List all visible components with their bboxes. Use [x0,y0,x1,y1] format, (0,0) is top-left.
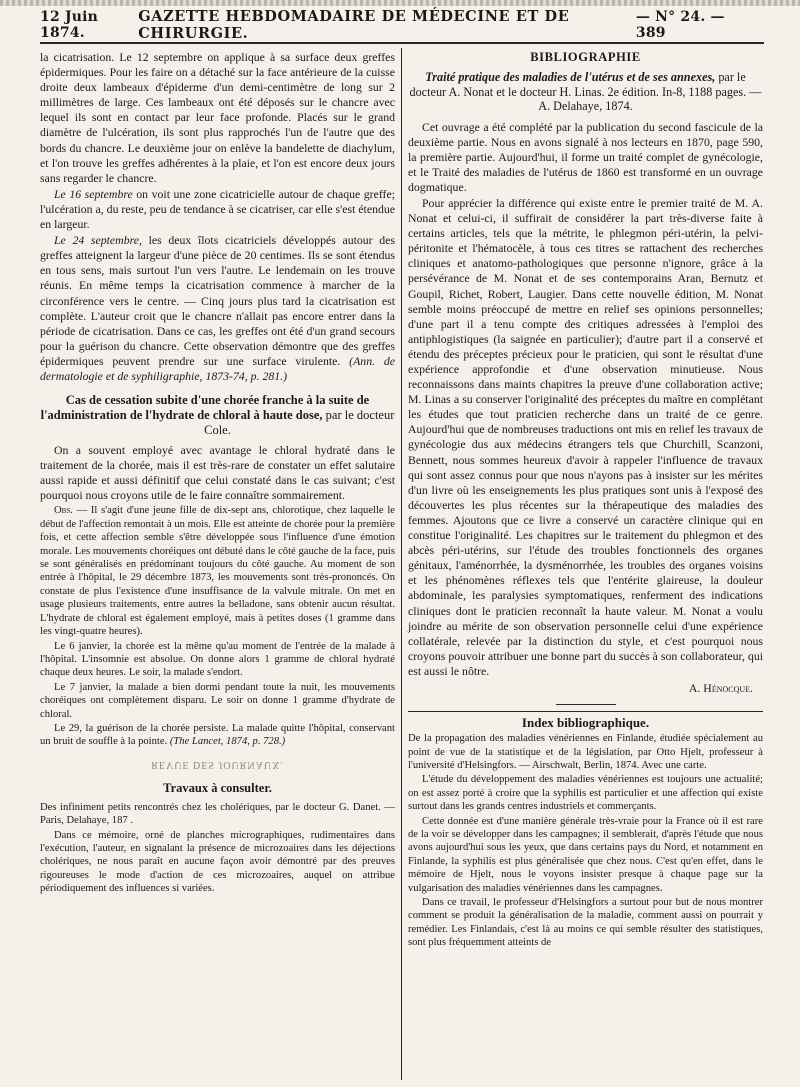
graft-paragraph-3: Le 24 septembre, les deux îlots cicatriciels développés autour des greffes atteignent la largeur d'une pièce de 20 centimes. Ils se sont étendus en tous sens, mais surtout l'un vers l'autre. Le lendemain on les trouve réunis. En même temps la cicatrisation commence à marcher de la circonférence vers le centre. — Cinq jours plus tard la cicatrisation est complète. L'auteur croit que le chancre n'allait pas encore entrer dans la période de cicatrisation. Dans ce cas, les greffes ont été d'un grand secours pour la guérison du chancre. Cette observation démontre que des greffes épidermiques peuvent prendre sur une surface virulente. (Ann. de dermatologie et de syphiligraphie, 1873-74, p. 281.) [40,233,396,383]
observation-jan6: Le 6 janvier, la chorée est la même qu'au moment de l'entrée de la malade à l'hôpital. L'insomnie est absolue. On donne alors 1 gramme de chloral hydraté chaque deux heures. Le soir, la malade s'endort. [40,640,395,679]
book-authors: par le docteur A. Nonat et le docteur H. Linas. 2e édition. In-8, 1188 pages. — A. Delahaye, 1874. [409,70,762,113]
index-item: De la propagation des maladies vénériennes en Finlande, étudiée spécialement au point de vue de la statistique et de la législation, par Otto Hjelt, professeur à l'université d'Helsingfors. — Airschwalt, Berlin, 1874. Avec une carte. [408,733,763,771]
graft-paragraph-1: la cicatrisation. Le 12 septembre on applique à sa surface deux greffes épidermiques. Pour les faire on a détaché sur la face antérieure de la cuisse droite deux lambeaux d'épiderme d'un demi-centimètre de long sur 2 millimètres de large. Ces lambeaux ont été déposés sur le chancre avec lequel ils sont en contact par leur face profonde. Placés sur le grand diamètre de l'ulcération, ils sont plus rapprochés l'un de l'autre que des bords du chancre. Le deuxième jour on enlève la bandelette de diachylum, et l'on trouve les greffes adhérentes à la plaie, et l'on est encore deux jours sans regarder le chancre. [40,50,395,185]
bleed-through-heading: REVUE DES JOURNAUX. [151,758,284,770]
graft-paragraph-2: Le 16 septembre on voit une zone cicatricielle autour de chaque greffe; l'ulcération a, du reste, peu de tendance à se cicatriser, car elle s'est étendue en largeur. [40,186,395,232]
header-page-number: 389 [635,25,666,41]
observation-paragraph: Obs. — Il s'agit d'une jeune fille de dix-sept ans, chlorotique, chez laquelle le début de l'affection remontait à un mois. Elle est atteinte de chorée pour la première fois, et cette affection semble s'être développée sous l'influence d'une émotion morale. Les mouvements choréiques ont débuté dans le côté gauche de la face, puis se sont généralisés en prédominant toujours du côté gauche. Au moment de son entrée à l'hôpital, le 29 décembre 1873, les mouvements sont très-prononcés. On constate de plus l'existence d'une insuffisance de la valvule mitrale. On met en usage plusieurs traitements, entre autres la belladone, sans obtenir aucun résultat. L'hydrate de chloral est également employé, mais à petites doses (1 gramme dans les vingt-quatre heures). [40,505,395,638]
left-column [40,50,395,1080]
header-date: 12 Juin 1874. [40,9,99,41]
page-header [40,8,764,42]
index-paragraph-1: L'étude du développement des maladies vénériennes est toujours une actualité; on est assez porté à croire que la syphilis est particulier et une affection qui existe surtout dans les grands centres industriels et commerçants. [408,774,763,813]
travaux-block [40,801,395,896]
graft-reference: (Ann. de dermatologie et de syphiligraphie, 1873-74, p. 281.) [40,353,396,383]
header-title: GAZETTE HEBDOMADAIRE DE MÉDECINE ET DE CHIRURGIE. [138,8,570,42]
observation-jan7: Le 7 janvier, la malade a bien dormi pendant toute la nuit, les mouvements choréiques ont complètement disparu. Le soir on donne 1 gramme d'hydrate de chloral. [40,681,395,720]
section-rule [556,704,616,705]
header-issue: — N° 24. — [635,9,725,25]
bibliography-heading: BIBLIOGRAPHIE [530,50,641,64]
header-issue-and-page [636,9,764,41]
column-divider [401,48,402,1080]
review-paragraph-1: Cet ouvrage a été complété par la publication du second fascicule de la deuxième partie. Nous en avons signalé à nos lecteurs en 1870, page 590, la première partie. Aujourd'hui, il forme un traité complet de gynécologie, et le Traité des maladies de l'utérus de 1860 est transformé en un ouvrage dogmatique. [408,119,763,194]
review-signature: A. Hénocque. [688,680,753,695]
torn-top-edge [0,0,800,6]
index-paragraph-2: Cette donnée est d'une manière générale très-vraie pour la France où il est rare de la voir se développer dans les campagnes; il semblerait, d'après l'étude que nous avons aujourd'hui sous les yeux, que dans certains pays du Nord, et notamment en Finlande, la syphilis est plus généralisée que chez nous. C'est qu'en effet, dans le mémoire de Hjelt, nous le voyons insister presque à chaque page sur la vulgarisation des maladies vénériennes dans les campagnes. [408,815,763,894]
right-column [408,50,763,1080]
index-block [408,732,763,950]
observation-block [40,504,395,748]
header-rule [40,42,764,44]
review-paragraph-2: Pour apprécier la différence qui existe entre le premier traité de M. A. Nonat et celui-ci, il suffirait de considérer la part très-diverse faite à certains articles, tels que la métrite, le phlegmon péri-utérin, la pelvi-péritonite et l'hématocèle, à tous ces titres se rattachent des recherches cliniques et anatomo-pathologiques que personne n'ignore, grâce à la persévérance de M. Nonat et de ses contemporains Aran, Bernutz et Goupil, Richet, Robert, Laugier. Dans cette nouvelle édition, M. Nonat semble moins préoccupé de mettre en relief ses opinions personnelles; d'une part il a tenu compte des critiques adressées à l'emploi des antiphlogistiques (la saignée en particulier); d'autre part il a conservé et étendu des préceptes précieux pour le praticien, qui sont le résultat d'une expérience approfondie et d'une observation minutieuse. Nous reconnaissons dans maints chapitres la preuve d'une collaboration active; M. Linas a su conserver l'originalité des préceptes du maître en complétant les études que tout praticien recherche dans un traité de ce genre. Aujourd'hui que de nombreuses traductions ont mis en relief les travaux de gynécologie dus aux médecins étrangers tels que Churchill, Scanzoni, Bennett, nous sommes heureux d'avoir à rappeler l'influence de travaux qui sont assez connus pour que nous n'ayons pas à insister sur les mérites d'un livre où les enseignements les plus pratiques sont unis à l'exposé des découvertes les plus récentes sur la thérapeutique des maladies des femmes. Ajoutons que ce livre a conservé un caractère clinique qui en constitue l'originalité. Les chapitres sur le traitement du phlegmon et des abcès péri-utérins, sur l'étude des troubles fonctionnels des organes génitaux, l'aménorrhée, la dysménorrhée, les troubles des organes voisins et les phénomènes réflexes tels que l'entérite glaireuse, la douleur abdominale, les paralysies symptomatiques, renferment des indications cliniques dont le praticien reconnaît la haute valeur. M. Nonat a voulu joindre au mérite de son observation personnelle celui d'une expérience collatérale, relevée par la distinction du style, et c'est pourquoi nous croyons pouvoir attribuer une bonne part du succès à son collaborateur, qui est aussi le nôtre. [408,195,763,678]
travaux-item: Des infiniment petits rencontrés chez les cholériques, par le docteur G. Danet. — Paris, Delahaye, 187 . [40,801,395,827]
observation-end: Le 29, la guérison de la chorée persiste. La malade quitte l'hôpital, conservant un bruit de souffle à la pointe. (The Lancet, 1874, p. 728.) [40,722,395,748]
index-paragraph-3: Dans ce travail, le professeur d'Helsingfors a surtout pour but de nous montrer comment se produit la généralisation de la maladie, comment aussi on pourrait y remédier. Les Finlandais, c'est là au moins ce qui semble résulter des statistiques, sont plus fréquemment atteints de [408,897,763,949]
travaux-paragraph: Dans ce mémoire, orné de planches micrographiques, rudimentaires dans l'exécution, l'auteur, en signalant la présence de microzoaires dans les déjections cholériques, ne nous paraît en aucune façon avoir démontré par des preuves rigoureuses le mode d'action de ces microzoaires, auquel on attribue périodiquement des influences si variées. [40,829,395,895]
book-title: Traité pratique des maladies de l'utérus et de ses annexes, [425,70,716,84]
index-heading: Index bibliographique. [408,711,763,730]
chorea-intro-paragraph: On a souvent employé avec avantage le chloral hydraté dans le traitement de la chorée, mais il est très-rare de constater un effet salutaire aussi rapide et aussi définitif que celui constaté dans le cas suivant; c'est pourquoi nous croyons utile de le faire connaître sommairement. [40,443,395,503]
chorea-case-heading: Cas de cessation subite d'une chorée franche à la suite de l'administration de l'hydrate de chloral à haute dose, par le docteur Cole. [40,393,395,438]
travaux-heading: Travaux à consulter. [163,780,272,795]
book-title-block [408,70,763,114]
